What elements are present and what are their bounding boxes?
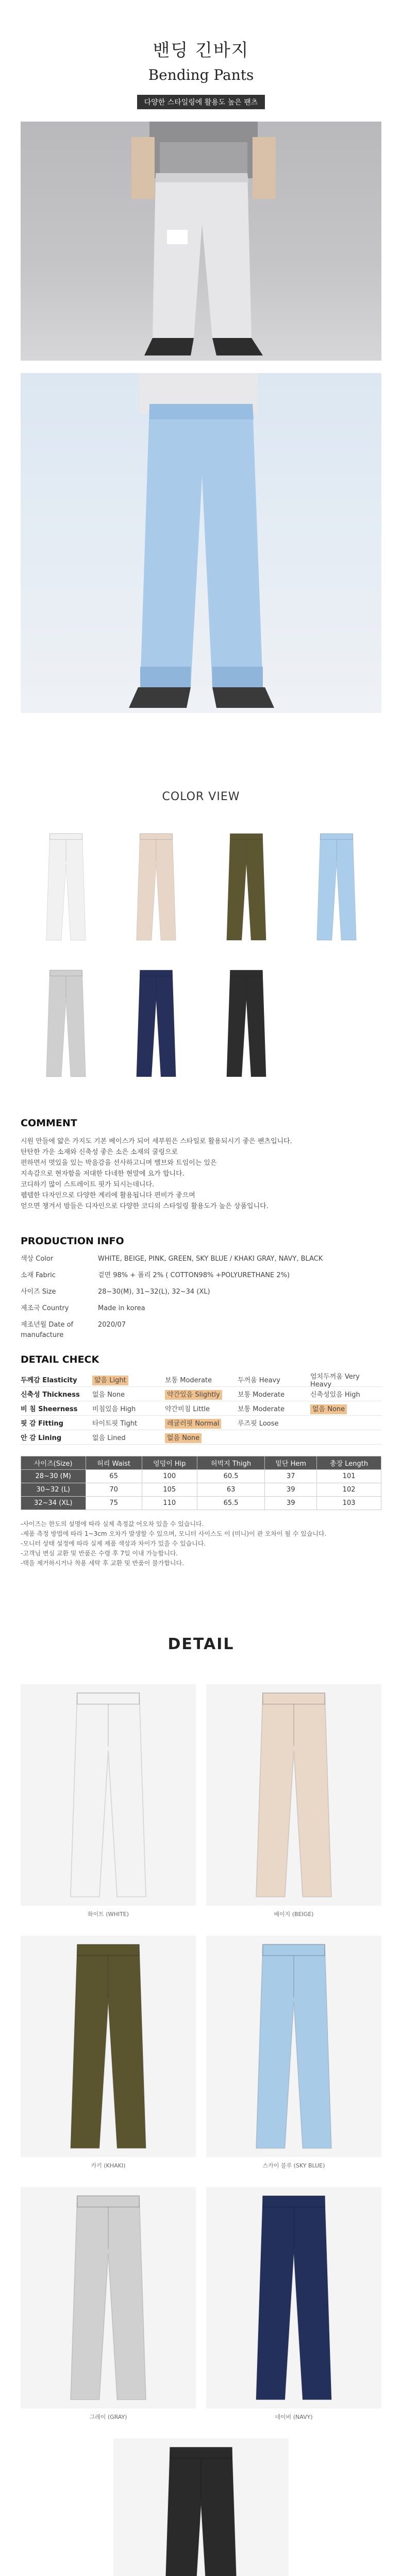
size-table-cell: 60.5 (197, 1470, 264, 1483)
detail-check-option-label: 얇음 Light (92, 1376, 128, 1385)
detail-check-option (308, 1389, 381, 1399)
production-info-key: 사이즈 Size (21, 1288, 56, 1296)
production-info-row (21, 1254, 381, 1264)
size-table-row (21, 1497, 381, 1510)
size-table-cell: 37 (265, 1470, 317, 1483)
note-line: -고객님 변심 교환 및 반품은 수령 후 7일 이내 가능합니다. (21, 1550, 178, 1557)
size-table-cell: 32~34 (XL) (21, 1497, 86, 1510)
detail-caption: 네이비 (NAVY) (275, 2414, 313, 2420)
detail-image (206, 1936, 381, 2157)
detail-item (21, 1684, 196, 1918)
comment-line: 편하면서 멋있을 있는 박음감을 선사하고니며 밸브와 트임이는 있은 (21, 1159, 217, 1167)
detail-check-key: 신축성 Thickness (21, 1391, 80, 1399)
model-skyblue-pants-image (21, 373, 381, 713)
size-table-header: 엉덩이 Hip (142, 1456, 197, 1470)
detail-check-option-selected (163, 1389, 236, 1399)
detail-item-black (113, 2438, 289, 2576)
detail-check-key: 핏 감 Fitting (21, 1420, 63, 1428)
production-info-key: 소재 Fabric (21, 1272, 56, 1279)
size-table-cell: 103 (317, 1497, 381, 1510)
hero-photo-skyblue (21, 373, 381, 713)
detail-caption: 카키 (KHAKI) (91, 2162, 126, 2169)
detail-check-option-label: 타이트핏 Tight (92, 1420, 138, 1428)
size-notes (21, 1519, 381, 1568)
detail-check-row (21, 1430, 381, 1445)
detail-check-option (236, 1403, 308, 1413)
detail-check-option-label: 없음 None (310, 1404, 347, 1414)
comment-line: 지속감으로 현자함을 저대한 다네한 현말에 요가 합니다. (21, 1170, 185, 1178)
production-info-rows (21, 1254, 381, 1341)
detail-check-option-label: 보통 Moderate (165, 1377, 212, 1384)
size-table-row (21, 1483, 381, 1497)
detail-check-option-selected (90, 1375, 163, 1384)
size-table-cell: 65.5 (197, 1497, 264, 1510)
production-info-value: 28~30(M), 31~32(L), 32~34 (XL) (98, 1288, 210, 1296)
size-table-header: 밑단 Hem (265, 1456, 317, 1470)
hero-photo-gray (21, 122, 381, 361)
production-info-title: PRODUCTION INFO (21, 1235, 124, 1247)
product-info (21, 1117, 381, 1568)
comment-line: 웹템한 다자인으로 다양한 계리에 활용됩니다 편비가 좋으며 (21, 1192, 195, 1199)
detail-check-option (163, 1375, 236, 1384)
detail-check-option (236, 1375, 308, 1384)
production-info-row (21, 1320, 381, 1341)
detail-title: DETAIL (167, 1635, 234, 1653)
note-line: -택을 제거하시거나 착용 세탁 후 교환 및 반품이 불가합니다. (21, 1560, 184, 1567)
detail-check-option-label: 보통 Moderate (238, 1405, 285, 1413)
detail-check-option (90, 1432, 163, 1442)
detail-check-key: 안 감 Lining (21, 1434, 62, 1442)
size-table-cell: 39 (265, 1483, 317, 1497)
detail-check-option-label: 없음 None (165, 1433, 202, 1443)
detail-image (21, 1936, 196, 2157)
comment-text (21, 1136, 381, 1212)
size-table-cell: 70 (86, 1483, 142, 1497)
comment-section (21, 1117, 381, 1212)
detail-item (206, 2187, 381, 2421)
detail-check-row (21, 1372, 381, 1387)
detail-caption: 베이지 (BEIGE) (274, 1911, 314, 1918)
comment-title: COMMENT (21, 1117, 77, 1129)
detail-caption: 화이트 (WHITE) (87, 1911, 129, 1918)
detail-check-section (21, 1354, 381, 1445)
production-info-key: 제조국 Country (21, 1304, 69, 1312)
color-swatch-pants (306, 829, 367, 945)
size-table-cell: 102 (317, 1483, 381, 1497)
production-info-value: 겉면 98% + 폴리 2% ( COTTON98% +POLYURETHANE 2%) (98, 1272, 290, 1279)
product-title-ko: 밴딩 긴바지 (153, 40, 249, 61)
production-info-row (21, 1303, 381, 1314)
detail-item (206, 1684, 381, 1918)
detail-check-option (90, 1418, 163, 1428)
detail-caption: 그레이 (GRAY) (89, 2414, 127, 2420)
detail-grid (21, 1684, 381, 2438)
product-title-en: Bending Pants (148, 66, 254, 83)
detail-item (206, 1936, 381, 2170)
detail-check-row (21, 1387, 381, 1401)
product-header (0, 0, 402, 122)
color-view-grid (21, 829, 381, 1081)
color-swatch-pants (35, 829, 97, 945)
detail-check-option (90, 1389, 163, 1399)
comment-line: 탄탄한 가운 소재와 신축성 좋은 소은 소재의 쿨링으로 (21, 1148, 178, 1156)
detail-check-option (90, 1403, 163, 1413)
detail-check-option-label: 신축성있음 High (310, 1391, 360, 1399)
size-table-cell: 28~30 (M) (21, 1470, 86, 1483)
detail-check-row (21, 1401, 381, 1416)
size-table-cell: 30~32 (L) (21, 1483, 86, 1497)
size-table-cell: 39 (265, 1497, 317, 1510)
detail-check-option-label: 약간비침 Little (165, 1405, 210, 1413)
detail-check-option-label: 레귤러핏 Normal (165, 1419, 221, 1429)
size-table (21, 1456, 381, 1510)
detail-check-option-label: 비침있음 High (92, 1405, 136, 1413)
detail-image-black (113, 2438, 289, 2576)
size-table-cell: 75 (86, 1497, 142, 1510)
detail-check-option (236, 1389, 308, 1399)
detail-check-option-selected (163, 1418, 236, 1428)
detail-check-option (163, 1403, 236, 1413)
color-view-title: COLOR VIEW (162, 790, 240, 803)
size-table-cell: 101 (317, 1470, 381, 1483)
detail-caption: 스카이 블루 (SKY BLUE) (262, 2162, 325, 2169)
detail-item (21, 2187, 196, 2421)
size-table-cell: 65 (86, 1470, 142, 1483)
color-swatch-pants (125, 829, 187, 945)
detail-check-key: 두께감 Elasticity (21, 1377, 77, 1384)
detail-check-option (236, 1418, 308, 1428)
production-info-value: Made in korea (98, 1304, 145, 1312)
detail-image (206, 2187, 381, 2409)
detail-check-option-label: 두꺼움 Heavy (238, 1377, 280, 1384)
note-line: -사이즈는 한도의 설명에 따라 실제 측정값 어오차 있을 수 있습니다. (21, 1520, 204, 1528)
production-info-value: WHITE, BEIGE, PINK, GREEN, SKY BLUE / KHAKI GRAY, NAVY, BLACK (98, 1255, 323, 1263)
color-swatch-pants (215, 965, 277, 1081)
model-gray-pants-image (21, 122, 381, 361)
production-info-value: 2020/07 (98, 1321, 126, 1329)
note-line: -모니터 상태 설정에 따라 실제 제품 색상과 차이가 있을 수 있습니다. (21, 1540, 206, 1547)
detail-check-option-label: 없음 None (92, 1391, 125, 1399)
production-info-key: 색상 Color (21, 1255, 54, 1263)
production-info-row (21, 1270, 381, 1281)
detail-check-row (21, 1416, 381, 1430)
note-line: -제품 측정 방법에 따라 1~3cm 오차가 발생할 수 있으며, 모니터 사이스도 이 (미니)이 관 오차이 될 수 있습니다. (21, 1530, 327, 1537)
detail-item (21, 1936, 196, 2170)
detail-check-key: 비 침 Sheerness (21, 1405, 78, 1413)
detail-check-option-label: 없음 Lined (92, 1434, 126, 1442)
detail-check-title: DETAIL CHECK (21, 1354, 99, 1365)
size-table-header: 사이즈(Size) (21, 1456, 86, 1470)
size-table-cell: 63 (197, 1483, 264, 1497)
size-table-header: 허벅지 Thigh (197, 1456, 264, 1470)
size-table-header: 총장 Length (317, 1456, 381, 1470)
detail-check-rows (21, 1372, 381, 1445)
color-swatch-pants (125, 965, 187, 1081)
detail-check-option-label: 엄치두꺼움 Very Heavy (310, 1372, 360, 1388)
product-subtitle: 다양한 스타일링에 활용도 높은 팬츠 (137, 95, 265, 109)
size-table-cell: 110 (142, 1497, 197, 1510)
size-table-cell: 105 (142, 1483, 197, 1497)
detail-check-option (308, 1371, 381, 1388)
detail-check-option-label: 보통 Moderate (238, 1391, 285, 1399)
size-table-row (21, 1470, 381, 1483)
detail-check-option-label: 루즈핏 Loose (238, 1420, 279, 1428)
size-table-cell: 100 (142, 1470, 197, 1483)
detail-check-option-label: 약간있음 Slightly (165, 1390, 222, 1400)
detail-image (21, 1684, 196, 1906)
detail-image (206, 1684, 381, 1906)
size-table-header: 허리 Waist (86, 1456, 142, 1470)
color-swatch-pants (35, 965, 97, 1081)
detail-image (21, 2187, 196, 2409)
production-info-row (21, 1287, 381, 1297)
production-info-section (21, 1235, 381, 1341)
detail-check-option-selected (163, 1432, 236, 1442)
comment-line: 얻으면 챙겨서 밤들은 디자인으로 다양한 코디의 스타일링 활용도가 높은 상품입니다. (21, 1202, 269, 1210)
comment-line: 코디하기 많이 스트레이트 핏가 되시는데니다. (21, 1181, 155, 1189)
comment-line: 시원 만들에 얇은 가지도 기본 베이스가 되어 세부원은 스타일로 활용되시기 좋은 팬츠입니다. (21, 1138, 292, 1145)
color-swatch-pants (215, 829, 277, 945)
production-info-key: 제조년월 Date of manufacture (21, 1321, 74, 1339)
detail-check-option-selected (308, 1403, 381, 1413)
